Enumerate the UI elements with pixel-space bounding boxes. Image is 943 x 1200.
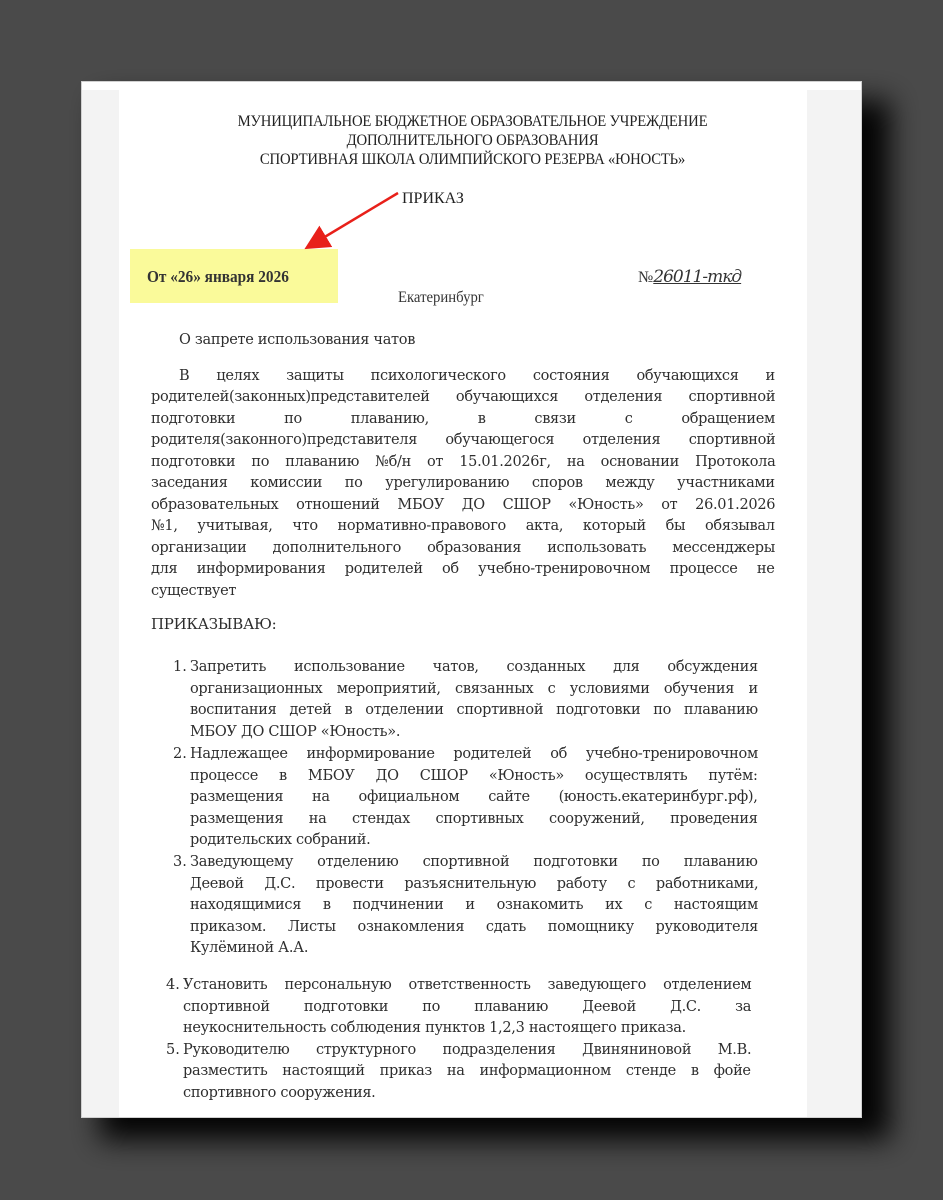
item-line: разместить настоящий приказ на информационном стенде в фойе bbox=[183, 1063, 751, 1079]
preamble-line: для информирования родителей об учебно-тренировочном процессе не bbox=[151, 561, 775, 577]
item-line: Кулёминой А.А. bbox=[190, 940, 309, 956]
item-line: Установить персональную ответственность заведующего отделением bbox=[183, 977, 752, 993]
order-document bbox=[82, 82, 863, 1119]
item-number: 3. bbox=[173, 854, 187, 870]
item-line: неукоснительность соблюдения пунктов 1,2,3 настоящего приказа. bbox=[183, 1020, 686, 1036]
item-line: процессе в МБОУ ДО СШОР «Юность» осуществлять путём: bbox=[190, 768, 758, 784]
item-line: спортивного сооружения. bbox=[183, 1085, 376, 1101]
preamble-line: родителя(законного)представителя обучающегося отделения спортивной bbox=[151, 432, 776, 448]
item-line: размещения на официальном сайте (юность.екатеринбург.рф), bbox=[190, 789, 758, 805]
item-line: Запретить использование чатов, созданных для обсуждения bbox=[190, 659, 758, 675]
document-page bbox=[81, 81, 862, 1118]
item-line: спортивной подготовки по плаванию Деевой Д.С. за bbox=[183, 999, 752, 1015]
item-line: организационных мероприятий, связанных с условиями обучения и bbox=[190, 681, 758, 697]
preamble-line: подготовки по плаванию №б/н от 15.01.2026г, на основании Протокола bbox=[151, 454, 776, 470]
handwritten-number: 26011-ткд bbox=[653, 267, 742, 287]
item-line: размещения на стендах спортивных сооружений, проведения bbox=[190, 811, 758, 827]
org-name-line1: МУНИЦИПАЛЬНОЕ БЮДЖЕТНОЕ ОБРАЗОВАТЕЛЬНОЕ УЧРЕЖДЕНИЕ bbox=[237, 113, 708, 130]
item-line: Заведующему отделению спортивной подготовки по плаванию bbox=[190, 854, 758, 870]
item-line: родительских собраний. bbox=[190, 832, 371, 848]
item-line: приказом. Листы ознакомления сдать помощнику руководителя bbox=[190, 919, 758, 935]
item-number: 1. bbox=[173, 659, 187, 675]
item-number: 4. bbox=[166, 977, 180, 993]
item-line: Деевой Д.С. провести разъяснительную работу с работниками, bbox=[190, 876, 759, 892]
orders-heading: ПРИКАЗЫВАЮ: bbox=[151, 615, 277, 633]
preamble-line: организации дополнительного образования использовать мессенджеры bbox=[151, 540, 776, 556]
preamble-line: заседания комиссии по урегулированию споров между участниками bbox=[151, 475, 775, 491]
item-line: воспитания детей в отделении спортивной подготовки по плаванию bbox=[190, 702, 758, 718]
item-number: 2. bbox=[173, 746, 187, 762]
preamble-line: существует bbox=[151, 583, 237, 599]
preamble-line: подготовки по плаванию, в связи с обращением bbox=[151, 411, 775, 427]
number-sign: № bbox=[638, 269, 654, 286]
doc-type-title: ПРИКАЗ bbox=[402, 190, 464, 207]
preamble-line: №1, учитывая, что нормативно-правового акта, который бы обязывал bbox=[151, 518, 775, 534]
order-subject: О запрете использования чатов bbox=[179, 332, 416, 348]
org-name-line3: СПОРТИВНАЯ ШКОЛА ОЛИМПИЙСКОГО РЕЗЕРВА «ЮНОСТЬ» bbox=[259, 151, 686, 168]
city-name: Екатеринбург bbox=[398, 289, 484, 306]
item-line: находящимися в подчинении и ознакомить их с настоящим bbox=[190, 897, 758, 913]
item-line: МБОУ ДО СШОР «Юность». bbox=[190, 724, 401, 740]
order-date: От «26» января 2026 bbox=[147, 267, 289, 286]
item-line: Надлежащее информирование родителей об учебно-тренировочном bbox=[190, 746, 758, 762]
preamble-line: родителей(законных)представителей обучающихся отделения спортивной bbox=[151, 389, 776, 405]
preamble-line: В целях защиты психологического состояния обучающихся и bbox=[179, 368, 775, 384]
item-line: Руководителю структурного подразделения Двиняниновой М.В. bbox=[183, 1042, 752, 1058]
org-name-line2: ДОПОЛНИТЕЛЬНОГО ОБРАЗОВАНИЯ bbox=[346, 132, 599, 149]
preamble-line: образовательных отношений МБОУ ДО СШОР «Юность» от 26.01.2026 bbox=[151, 497, 776, 513]
item-number: 5. bbox=[166, 1042, 180, 1058]
